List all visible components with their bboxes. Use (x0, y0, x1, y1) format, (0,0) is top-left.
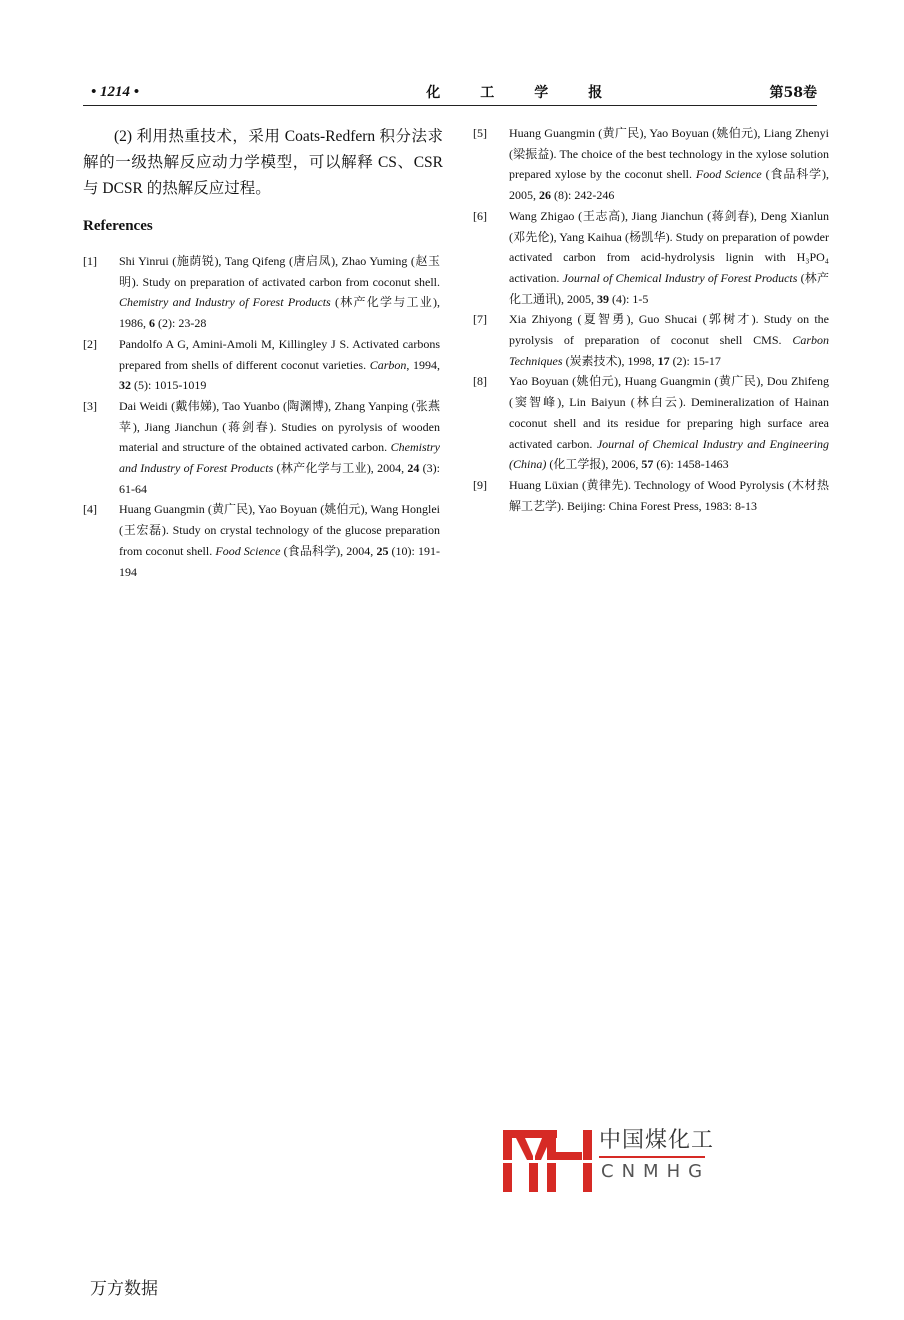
reference-text: (化工学报), 2006, (546, 457, 642, 472)
left-column (83, 124, 443, 582)
volume-number: 17 (657, 353, 670, 368)
reference-text: (林产化工通讯), 2005, (509, 270, 829, 306)
journal-name: Chemistry and Industry of Forest Products (119, 440, 440, 476)
reference-text: , 1994, (406, 357, 440, 372)
reference-number: [4] (83, 502, 97, 517)
volume-label: 第58卷 (769, 85, 817, 101)
reference-text: Huang Guangmin (黄广民), Yao Boyuan (姚伯元), Liang Zhenyi (梁振益). The choice of the best technology in the xylose solution prepared xylose by the coconut shell. (509, 126, 829, 182)
reference-text: Huang Guangmin (黄广民), Yao Boyuan (姚伯元), Wang Honglei (王宏磊). Study on crystal technology of the glucose preparation from coconut shell. (119, 502, 440, 558)
volume-number: 32 (119, 378, 131, 393)
reference-text: Shi Yinrui (施荫锐), Tang Qifeng (唐启凤), Zhao Yuming (赵玉明). Study on preparation of activated carbon from coconut shell. (119, 254, 440, 289)
volume-number: 25 (376, 543, 389, 558)
reference-text: (10): 191-194 (119, 543, 441, 579)
reference-text: (2): 15-17 (669, 353, 721, 368)
reference-text: (林产化学与工业), 2004, (273, 461, 408, 476)
reference-number: [2] (83, 336, 97, 351)
logo-text-block (599, 1127, 714, 1184)
volume-number: 39 (597, 291, 609, 306)
reference-item (83, 334, 440, 396)
reference-item (473, 309, 829, 371)
reference-text: (4): 1-5 (609, 291, 649, 306)
journal-name: Chemistry and Industry of Forest Products (119, 295, 331, 310)
logo-english-text: CNMHG (601, 1161, 711, 1182)
journal-name: Food Science (215, 543, 281, 558)
references-right-column (473, 123, 829, 516)
mh-logo-mark (503, 1130, 593, 1192)
reference-text: Yao Boyuan (姚伯元), Huang Guangmin (黄广民), Dou Zhifeng (窦智峰), Lin Baiyun (林白云). Demineralization of Hainan coconut shell and its residue for preparing high surface area activated carbon. (509, 374, 829, 451)
reference-number: [8] (473, 374, 487, 389)
reference-item (473, 475, 829, 516)
conclusion-paragraph: (2) 利用热重技术，采用 Coats-Redfern 积分法求解的一级热解反应动力学模型，可以解释 CS、CSR 与 DCSR 的热解反应过程。 (83, 128, 443, 197)
watermark-footer: 万方数据 (90, 1279, 158, 1299)
journal-name: Food Science (695, 167, 762, 182)
journal-name: Journal of Chemical Industry of Forest Products (562, 270, 798, 285)
reference-text: Pandolfo A G, Amini-Amoli M, Killingley J S. Activated carbons prepared from shells of different coconut varieties. (119, 336, 440, 372)
journal-name: Carbon Techniques (509, 333, 829, 368)
volume-number: 6 (149, 316, 155, 331)
reference-number: [3] (83, 398, 97, 413)
reference-item (473, 123, 829, 206)
reference-item (473, 206, 829, 310)
journal-name: Carbon (369, 357, 407, 372)
reference-number: [7] (473, 312, 487, 327)
reference-text: (食品科学), 2005, (509, 167, 830, 203)
logo-chinese-text: 中国煤化工 (599, 1128, 715, 1153)
reference-text: Wang Zhigao (王志高), Jiang Jianchun (蒋剑春), Deng Xianlun (邓先伦), Yang Kaihua (杨凯华). Study on preparation of powder activated carbon from acid-hydrolysis lignin with H₃PO₄ activation. (509, 208, 829, 285)
reference-text: Dai Weidi (戴伟娣), Tao Yuanbo (陶渊博), Zhang Yanping (张燕苹), Jiang Jianchun (蒋剑春). Studies on pyrolysis of wooden material and structure of the obtained activated carbon. (119, 398, 440, 455)
reference-text: (3): 61-64 (119, 461, 441, 496)
reference-text: (2): 23-28 (155, 316, 207, 331)
volume-number: 26 (539, 188, 551, 203)
header-rule (83, 105, 817, 106)
reference-text: (林产化学与工业), 1986, (119, 295, 440, 331)
reference-number: [6] (473, 208, 487, 223)
reference-number: [5] (473, 126, 487, 140)
reference-text: (5): 1015-1019 (131, 378, 207, 393)
reference-text: (6): 1458-1463 (653, 457, 729, 472)
references-heading: References (83, 218, 153, 234)
reference-item (83, 396, 440, 500)
reference-text: (8): 242-246 (551, 188, 615, 203)
volume-number: 24 (407, 461, 420, 476)
reference-item (473, 371, 829, 475)
volume-number: 57 (641, 457, 654, 472)
logo-divider (599, 1156, 705, 1158)
running-header (83, 80, 817, 104)
page-number: • 1214 • (91, 83, 140, 100)
reference-text: (炭素技术), 1998, (562, 353, 658, 368)
cnmhg-logo (503, 1130, 714, 1192)
references-left-column (83, 251, 440, 582)
reference-item (83, 499, 440, 582)
journal-name: Journal of Chemical Industry and Engineering (China) (509, 436, 829, 472)
reference-text: (食品科学), 2004, (280, 543, 377, 558)
reference-number: [9] (473, 477, 487, 492)
reference-text: Xia Zhiyong (夏智勇), Guo Shucai (郭树才). Study on the pyrolysis of preparation of coconut shell CMS. (509, 312, 829, 348)
journal-title: 化工学报 (426, 85, 643, 101)
reference-text: Huang Lüxian (黄律先). Technology of Wood Pyrolysis (木材热解工艺学). Beijing: China Forest Press, 1983: 8-13 (509, 477, 829, 513)
reference-item (83, 251, 440, 334)
reference-number: [1] (83, 254, 97, 268)
